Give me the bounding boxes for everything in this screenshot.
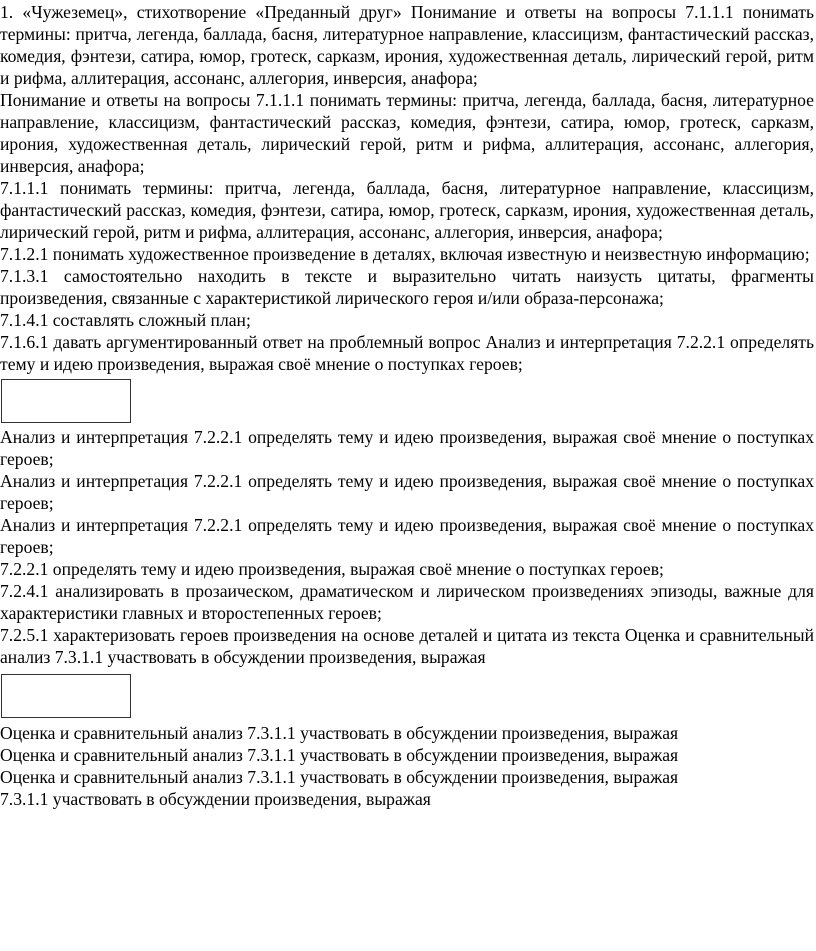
paragraph-analysis-3: Анализ и интерпретация 7.2.2.1 определять тему и идею произведения, выражая своё мнение о поступках героев; bbox=[0, 515, 814, 557]
paragraph-7-3-1-1: 7.3.1.1 участвовать в обсуждении произведения, выражая bbox=[0, 789, 431, 809]
paragraph-analysis-2: Анализ и интерпретация 7.2.2.1 определять тему и идею произведения, выражая своё мнение о поступках героев; bbox=[0, 471, 814, 513]
paragraph-7-2-2-1: 7.2.2.1 определять тему и идею произведения, выражая своё мнение о поступках героев; bbox=[0, 559, 664, 579]
paragraph-7-1-2-1: 7.1.2.1 понимать художественное произведение в деталях, включая известную и неизвестную информацию; bbox=[0, 244, 810, 264]
paragraph-evaluation-1: Оценка и сравнительный анализ 7.3.1.1 участвовать в обсуждении произведения, выражая bbox=[0, 723, 679, 743]
paragraph-7-1-6-1: 7.1.6.1 давать аргументированный ответ на проблемный вопрос Анализ и интерпретация 7.2.2.1 определять тему и идею произведения, выражая своё мнение о поступках героев; bbox=[0, 332, 814, 374]
paragraph-7-2-5-1: 7.2.5.1 характеризовать героев произведения на основе деталей и цитата из текста Оценка и сравнительный анализ 7.3.1.1 участвовать в обсуждении произведения, выражая bbox=[0, 625, 814, 667]
paragraph-7-1-3-1: 7.1.3.1 самостоятельно находить в тексте и выразительно читать наизусть цитаты, фрагменты произведения, связанные с характеристикой лирического героя и/или образа-персонажа; bbox=[0, 266, 814, 308]
paragraph-evaluation-3: Оценка и сравнительный анализ 7.3.1.1 участвовать в обсуждении произведения, выражая bbox=[0, 767, 679, 787]
empty-image-placeholder bbox=[1, 379, 131, 423]
paragraph-understanding: Понимание и ответы на вопросы 7.1.1.1 понимать термины: притча, легенда, баллада, басня, литературное направление, классицизм, фантастический рассказ, комедия, фэнтези, сатира, юмор, гротеск, сарказм, ирония, художественная деталь, лирический герой, ритм и рифма, аллитерация, ассонанс, аллегория, инверсия, анафора; bbox=[0, 90, 814, 176]
empty-image-placeholder bbox=[1, 674, 131, 718]
paragraph-7-1-4-1: 7.1.4.1 составлять сложный план; bbox=[0, 310, 251, 330]
paragraph-7-1-1-1: 7.1.1.1 понимать термины: притча, легенда, баллада, басня, литературное направление, классицизм, фантастический рассказ, комедия, фэнтези, сатира, юмор, гротеск, сарказм, ирония, художественная деталь, лирический герой, ритм и рифма, аллитерация, ассонанс, аллегория, инверсия, анафора; bbox=[0, 178, 814, 242]
paragraph-analysis-1: Анализ и интерпретация 7.2.2.1 определять тему и идею произведения, выражая своё мнение о поступках героев; bbox=[0, 427, 814, 469]
paragraph-evaluation-2: Оценка и сравнительный анализ 7.3.1.1 участвовать в обсуждении произведения, выражая bbox=[0, 745, 679, 765]
paragraph-7-2-4-1: 7.2.4.1 анализировать в прозаическом, драматическом и лирическом произведениях эпизоды, важные для характеристики главных и второстепенных героев; bbox=[0, 581, 814, 623]
paragraph-title-block: 1. «Чужеземец», стихотворение «Преданный друг» Понимание и ответы на вопросы 7.1.1.1 понимать термины: притча, легенда, баллада, басня, литературное направление, классицизм, фантастический рассказ, комедия, фэнтези, сатира, юмор, гротеск, сарказм, ирония, художественная деталь, лирический герой, ритм и рифма, аллитерация, ассонанс, аллегория, инверсия, анафора; bbox=[0, 2, 814, 88]
